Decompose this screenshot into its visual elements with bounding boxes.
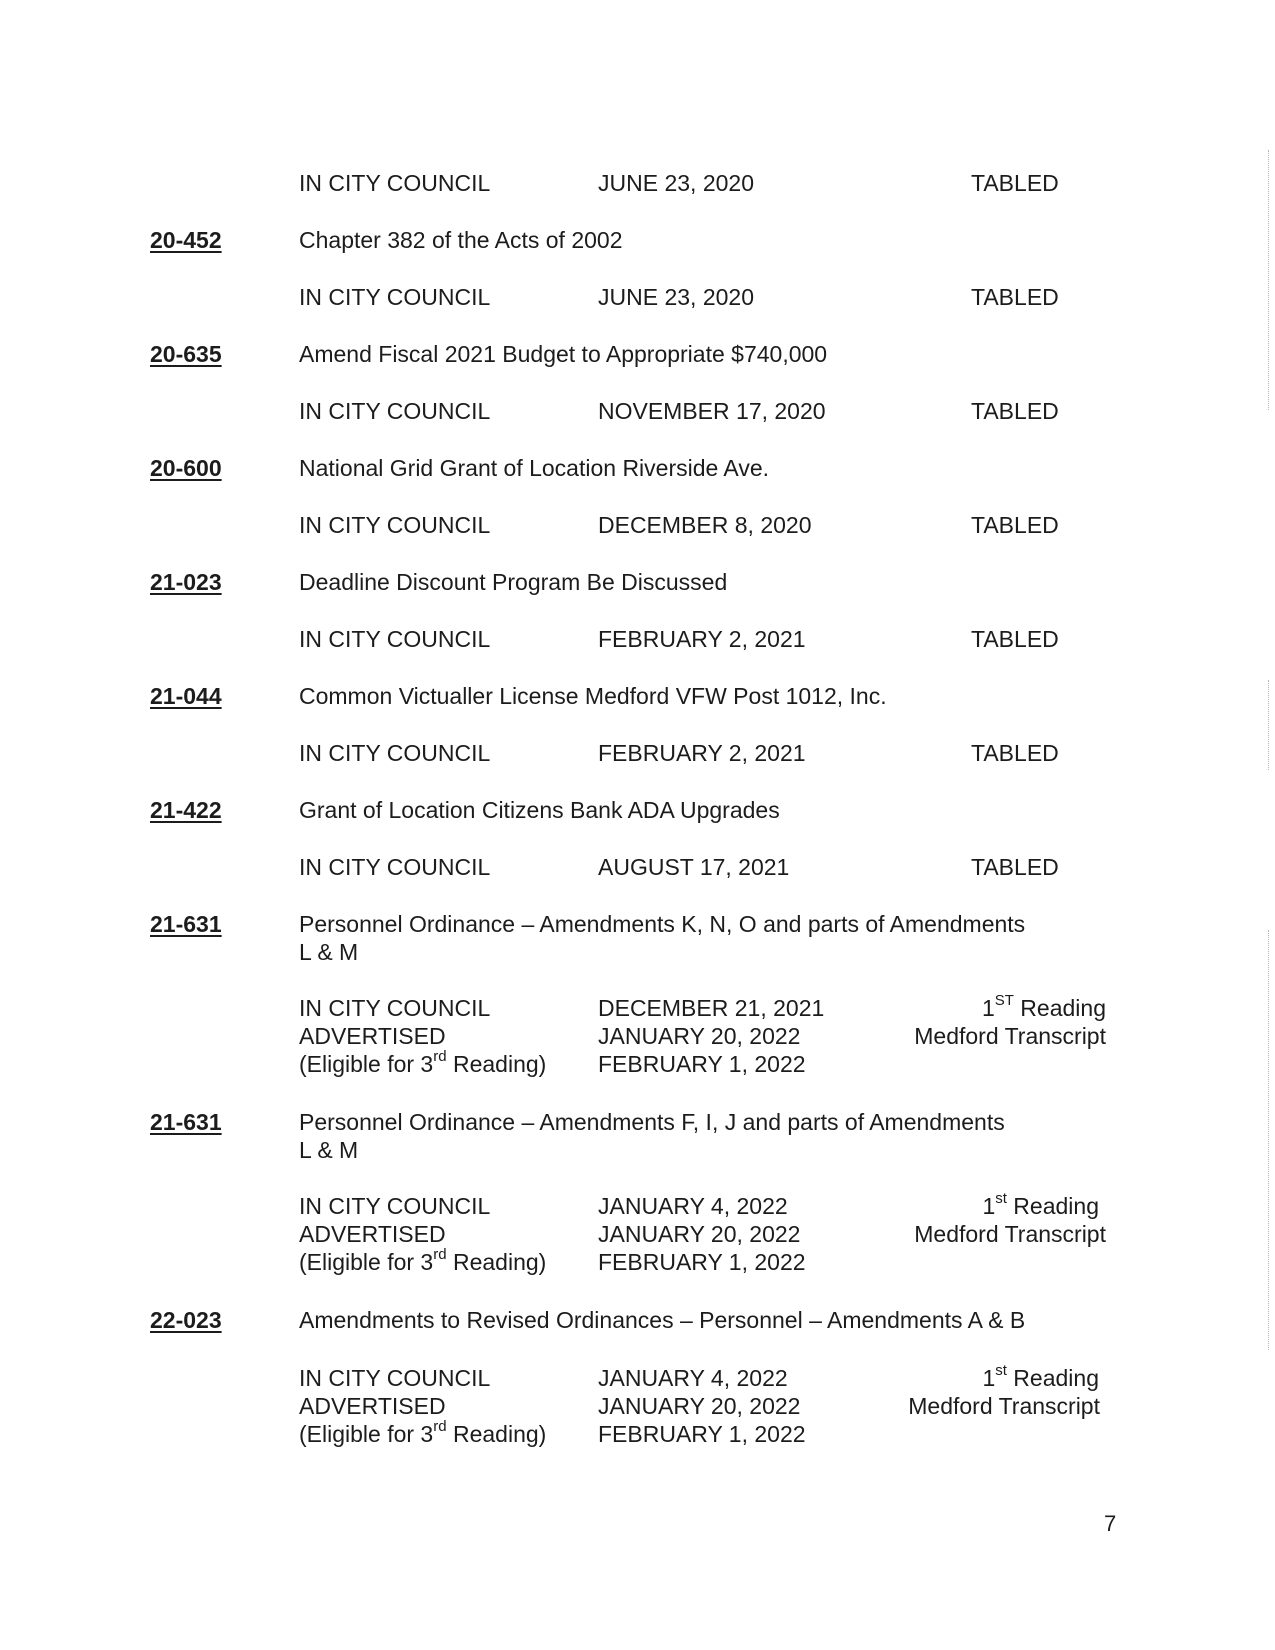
scan-edge-mark [1268, 150, 1270, 410]
action-date: NOVEMBER 17, 2020 [598, 398, 826, 424]
agenda-item-row [0, 226, 1275, 254]
item-number: 21-631 [150, 1109, 222, 1135]
action-date: JUNE 23, 2020 [598, 284, 754, 310]
page-number: 7 [1104, 1511, 1117, 1536]
ordinance-title-continuation [0, 938, 1275, 966]
eligible-row [0, 1420, 1275, 1448]
agenda-item-row [0, 340, 1275, 368]
council-action-row [0, 169, 1275, 197]
item-number: 21-631 [150, 911, 222, 937]
action-date: JANUARY 4, 2022 [598, 1365, 788, 1391]
action-date: DECEMBER 21, 2021 [598, 995, 825, 1021]
council-label: IN CITY COUNCIL [299, 1365, 491, 1391]
item-title: Common Victualler License Medford VFW Post 1012, Inc. [299, 683, 887, 709]
advertised-date: JANUARY 20, 2022 [598, 1393, 801, 1419]
advertised-date: JANUARY 20, 2022 [598, 1023, 801, 1049]
reading-status: 1ST Reading [981, 992, 1106, 1021]
council-action-row [0, 1364, 1275, 1392]
ordinance-title-continuation [0, 1136, 1275, 1164]
publication-name: Medford Transcript [908, 1393, 1100, 1419]
publication-name: Medford Transcript [914, 1221, 1106, 1247]
item-title: National Grid Grant of Location Riverside Ave. [299, 455, 770, 481]
agenda-item-row [0, 454, 1275, 482]
council-label: IN CITY COUNCIL [299, 512, 491, 538]
action-status: TABLED [971, 398, 1059, 424]
eligible-row [0, 1050, 1275, 1078]
scan-edge-mark [1268, 680, 1270, 770]
action-status: TABLED [971, 170, 1059, 196]
action-date: JUNE 23, 2020 [598, 170, 754, 196]
advertised-label: ADVERTISED [299, 1023, 446, 1049]
item-number: 21-044 [150, 683, 222, 709]
item-title-line1: Personnel Ordinance – Amendments F, I, J and parts of Amendments [299, 1109, 1005, 1135]
council-action-row [0, 625, 1275, 653]
action-status: TABLED [971, 626, 1059, 652]
council-label: IN CITY COUNCIL [299, 854, 491, 880]
council-label: IN CITY COUNCIL [299, 284, 491, 310]
item-number: 22-023 [150, 1307, 222, 1333]
item-number: 20-635 [150, 341, 222, 367]
eligible-label: (Eligible for 3rd Reading) [299, 1418, 547, 1447]
item-number: 20-452 [150, 227, 222, 253]
item-number: 21-422 [150, 797, 222, 823]
advertised-label: ADVERTISED [299, 1393, 446, 1419]
council-label: IN CITY COUNCIL [299, 170, 491, 196]
action-status: TABLED [971, 854, 1059, 880]
ordinance-item-row [0, 910, 1275, 938]
action-status: TABLED [971, 512, 1059, 538]
item-number: 21-023 [150, 569, 222, 595]
reading-status: 1st Reading [982, 1362, 1099, 1391]
item-title-line1: Personnel Ordinance – Amendments K, N, O and parts of Amendments [299, 911, 1026, 937]
item-title: Deadline Discount Program Be Discussed [299, 569, 728, 595]
eligible-date: FEBRUARY 1, 2022 [598, 1421, 806, 1447]
council-label: IN CITY COUNCIL [299, 398, 491, 424]
item-title: Chapter 382 of the Acts of 2002 [299, 227, 623, 253]
eligible-label: (Eligible for 3rd Reading) [299, 1246, 547, 1275]
reading-status: 1st Reading [982, 1190, 1099, 1219]
council-action-row [0, 853, 1275, 881]
advertised-row [0, 1220, 1275, 1248]
item-title: Grant of Location Citizens Bank ADA Upgrades [299, 797, 780, 823]
eligible-label: (Eligible for 3rd Reading) [299, 1048, 547, 1077]
agenda-item-row [0, 796, 1275, 824]
advertised-label: ADVERTISED [299, 1221, 446, 1247]
council-action-row [0, 511, 1275, 539]
council-label: IN CITY COUNCIL [299, 1193, 491, 1219]
item-title-line1: Amendments to Revised Ordinances – Personnel – Amendments A & B [299, 1307, 1026, 1333]
item-title-line2: L & M [299, 939, 359, 965]
council-label: IN CITY COUNCIL [299, 995, 491, 1021]
council-action-row [0, 283, 1275, 311]
action-date: FEBRUARY 2, 2021 [598, 626, 806, 652]
council-action-row [0, 1192, 1275, 1220]
ordinance-item-row [0, 1306, 1275, 1334]
agenda-item-row [0, 568, 1275, 596]
action-status: TABLED [971, 740, 1059, 766]
scan-edge-mark [1268, 930, 1270, 1350]
publication-name: Medford Transcript [914, 1023, 1106, 1049]
council-action-row [0, 994, 1275, 1022]
action-date: JANUARY 4, 2022 [598, 1193, 788, 1219]
council-action-row [0, 397, 1275, 425]
advertised-row [0, 1022, 1275, 1050]
council-label: IN CITY COUNCIL [299, 626, 491, 652]
action-date: DECEMBER 8, 2020 [598, 512, 812, 538]
eligible-row [0, 1248, 1275, 1276]
advertised-date: JANUARY 20, 2022 [598, 1221, 801, 1247]
council-label: IN CITY COUNCIL [299, 740, 491, 766]
advertised-row [0, 1392, 1275, 1420]
eligible-date: FEBRUARY 1, 2022 [598, 1051, 806, 1077]
action-status: TABLED [971, 284, 1059, 310]
action-date: AUGUST 17, 2021 [598, 854, 790, 880]
item-title-line2: L & M [299, 1137, 359, 1163]
council-action-row [0, 739, 1275, 767]
item-title: Amend Fiscal 2021 Budget to Appropriate $740,000 [299, 341, 828, 367]
action-date: FEBRUARY 2, 2021 [598, 740, 806, 766]
ordinance-item-row [0, 1108, 1275, 1136]
agenda-item-row [0, 682, 1275, 710]
eligible-date: FEBRUARY 1, 2022 [598, 1249, 806, 1275]
item-number: 20-600 [150, 455, 222, 481]
